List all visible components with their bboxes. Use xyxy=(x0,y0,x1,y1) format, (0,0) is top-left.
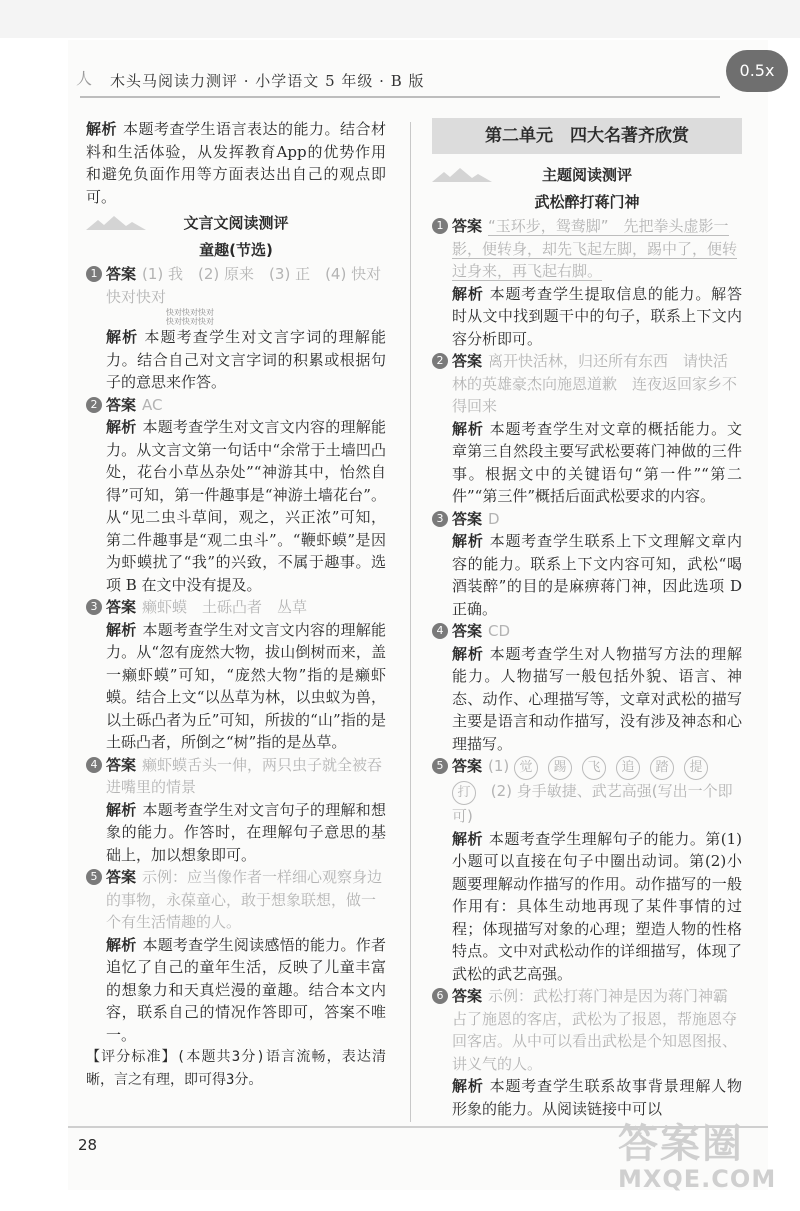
analysis-label: 解析 xyxy=(452,419,484,438)
zoom-level-button[interactable]: 0.5x xyxy=(726,50,788,92)
answer-label: 答案 xyxy=(452,509,483,528)
analysis-text: 本题考查学生理解句子的能力。第(1)小题可以直接在句子中圈出动词。第(2)小题要理解动作描写的作用。动作描写的一般作用有：具体生动地再现了某件事情的过程；体现描写对象的心理；塑造人物的性格特点。文中对武松动作的详细描写，体现了武松的武艺高强。 xyxy=(452,829,742,983)
left-column xyxy=(86,118,386,1091)
answer-text: D xyxy=(488,509,500,528)
answer-item-3 xyxy=(432,508,742,621)
item-number: 3 xyxy=(432,511,448,527)
answer-prefix: (1) xyxy=(488,757,510,775)
item-number: 5 xyxy=(432,758,448,774)
analysis-label: 解析 xyxy=(86,120,117,138)
answer-text: 示例：应当像作者一样细心观察身边的事物，永葆童心，敢于想象联想，做一个有生活情趣的人。 xyxy=(106,868,383,931)
item-number: 3 xyxy=(86,599,102,615)
answer-label: 答案 xyxy=(452,757,483,775)
answer-item-2 xyxy=(432,350,742,508)
right-column xyxy=(432,118,742,1120)
answer-label: 答案 xyxy=(106,755,137,774)
circled-verb: 提 xyxy=(684,756,708,780)
analysis-label: 解析 xyxy=(452,644,484,663)
analysis-label: 解析 xyxy=(452,284,484,303)
item-number: 2 xyxy=(86,397,102,413)
intro-analysis xyxy=(86,118,386,208)
sub-title-wusong: 武松醉打蒋门神 xyxy=(534,192,640,211)
mountain-icon xyxy=(432,166,492,182)
answer-label: 答案 xyxy=(452,217,483,235)
analysis-text: 本题考查学生提取信息的能力。解答时从文中找到题干中的句子，联系上下文内容分析即可。 xyxy=(452,284,742,348)
answer-item-4 xyxy=(432,620,742,755)
watermark-logo xyxy=(618,1112,776,1193)
unit-banner: 第二单元 四大名著齐欣赏 xyxy=(432,118,742,154)
circled-verb: 踢 xyxy=(548,756,572,780)
answer-label: 答案 xyxy=(452,987,483,1005)
analysis-label: 解析 xyxy=(106,620,137,639)
item-number: 6 xyxy=(432,988,448,1004)
item-number: 1 xyxy=(86,266,102,282)
analysis-label: 解析 xyxy=(106,935,137,954)
answer-item-6 xyxy=(432,985,742,1120)
top-bar xyxy=(0,0,800,38)
answer-suffix: (2) 身手敏捷、武艺高强(写出一个即可) xyxy=(452,782,733,825)
analysis-text: 本题考查学生阅读感悟的能力。作者追忆了自己的童年生活，反映了儿童丰富的想象力和天真烂漫的童趣。结合本文内容，联系自己的情况作答即可，答案不唯一。 xyxy=(106,935,386,1044)
brand-logo-icon: 人 xyxy=(76,69,93,88)
analysis-text: 本题考查学生联系上下文理解文章内容的能力。联系上下文内容可知，武松“喝酒装醉”的目的是麻痹蒋门神，因此选项 D 正确。 xyxy=(452,532,742,618)
section-title-theme xyxy=(432,164,742,187)
item-number: 5 xyxy=(86,869,102,885)
answer-text: 离开快活林，归还所有东西 请快活林的英雄豪杰向施恩道歉 连夜返回家乡不得回来 xyxy=(452,352,738,415)
circled-verb: 踏 xyxy=(650,756,674,780)
analysis-label: 解析 xyxy=(106,800,137,819)
section-title-text: 文言文阅读测评 xyxy=(183,214,289,232)
answer-item-4 xyxy=(86,754,386,867)
answer-label: 答案 xyxy=(106,868,137,886)
analysis-label: 解析 xyxy=(106,418,137,436)
answer-text: “玉环步，鸳鸯脚” 先把拳头虚影一影，便转身，却先飞起左脚，踢中了，便转过身来，再飞起右脚。 xyxy=(452,217,738,280)
answer-item-3 xyxy=(86,596,386,754)
sub-title-tongqu: 童趣(节选) xyxy=(199,240,273,259)
item-number: 2 xyxy=(432,353,448,369)
circled-verb: 追 xyxy=(616,756,640,780)
analysis-text: 本题考查学生对文言字词的理解能力。结合自己对文言字词的积累或根据句子的意思来作答。 xyxy=(106,328,386,391)
answer-item-5 xyxy=(432,755,742,985)
analysis-text: 本题考查学生对文章的概括能力。文章第三自然段主要写武松要蒋门神做的三件事。根据文中的关键语句“第一件”“第二件”“第三件”概括后面武松要求的内容。 xyxy=(452,419,742,505)
analysis-label: 解析 xyxy=(452,532,484,550)
analysis-label: 解析 xyxy=(452,829,483,848)
answer-text: (1) 我 (2) 原来 (3) 正 (4) 快对快对快对 xyxy=(106,265,382,306)
answer-item-1 xyxy=(86,263,386,394)
answer-text: AC xyxy=(142,395,163,414)
circled-verb: 觉 xyxy=(514,756,538,780)
page-number: 28 xyxy=(78,1136,98,1154)
page-header xyxy=(76,66,720,98)
answer-text: 癞虾蟆舌头一伸，两只虫子就全被吞进嘴里的情景 xyxy=(106,755,383,796)
answer-label: 答案 xyxy=(106,598,137,616)
item-number: 1 xyxy=(432,218,448,234)
answer-label: 答案 xyxy=(106,395,137,414)
analysis-text: 本题考查学生语言表达的能力。结合材料和生活体验，从发挥教育App的优势作用和避免负面作用等方面表达出自己的观点即可。 xyxy=(86,120,386,206)
answer-label: 答案 xyxy=(452,622,483,640)
watermark-text: 答案圈 xyxy=(618,1121,744,1167)
section-title-classical xyxy=(86,212,386,235)
answer-item-1 xyxy=(432,215,742,350)
item-number: 4 xyxy=(432,623,448,639)
answer-label: 答案 xyxy=(452,352,483,370)
analysis-text: 本题考查学生对人物描写方法的理解能力。人物描写一般包括外貌、语言、神态、动作、心理描写等，文章对武松的描写主要是语言和动作描写，没有涉及神态和心理描写。 xyxy=(452,644,742,753)
analysis-text: 本题考查学生联系故事背景理解人物形象的能力。从阅读链接中可以 xyxy=(452,1077,742,1118)
section-title-text: 主题阅读测评 xyxy=(541,166,632,184)
analysis-label: 解析 xyxy=(106,328,139,346)
scoring-criteria: 【评分标准】(本题共3分)语言流畅，表达清晰，言之有理，即可得3分。 xyxy=(86,1049,386,1088)
analysis-text: 本题考查学生对文言文内容的理解能力。从“忽有庞然大物，拔山倒树而来，盖一癞虾蟆”可知，“庞然大物”指的是癞虾蟆。结合上文“以丛草为林，以虫蚁为兽，以土砾凸者为丘”可知，所拔的“山”指的是土砾凸者，所倒之“树”指的是丛草。 xyxy=(106,620,386,751)
column-divider xyxy=(410,122,411,1122)
overlay-note: 快对快对快对 快对快对快对 xyxy=(166,308,214,326)
mountain-icon xyxy=(86,214,146,230)
analysis-label: 解析 xyxy=(452,1077,484,1095)
watermark-url: MXQE.COM xyxy=(618,1165,777,1193)
header-title: 木头马阅读力测评 · 小学语文 5 年级 · B 版 xyxy=(110,72,425,90)
answer-text: 示例：武松打蒋门神是因为蒋门神霸占了施恩的客店，武松为了报恩，帮施恩夺回客店。从中可以看出武松是个知恩图报、讲义气的人。 xyxy=(452,987,738,1073)
analysis-text: 本题考查学生对文言文内容的理解能力。从文言文第一句话中“余常于土墙凹凸处，花台小草丛杂处”“神游其中，怡然自得”可知，第一件趣事是“神游土墙花台”。从“见二虫斗草间，观之，兴正浓”可知，第二件趣事是“观二虫斗”。“鞭虾蟆”是因为虾蟆扰了“我”的兴致，不属于趣事。选项 B 在文中没有提及。 xyxy=(106,418,386,594)
circled-verb: 飞 xyxy=(582,756,606,780)
answer-label: 答案 xyxy=(106,265,137,283)
analysis-text: 本题考查学生对文言句子的理解和想象的能力。作答时，在理解句子意思的基础上，加以想象即可。 xyxy=(106,800,386,864)
answer-text: CD xyxy=(488,622,511,640)
answer-text: 癞虾蟆 土砾凸者 丛草 xyxy=(142,598,308,616)
circled-verb: 打 xyxy=(452,781,476,805)
answer-item-2 xyxy=(86,394,386,597)
item-number: 4 xyxy=(86,757,102,773)
answer-item-5 xyxy=(86,866,386,1046)
